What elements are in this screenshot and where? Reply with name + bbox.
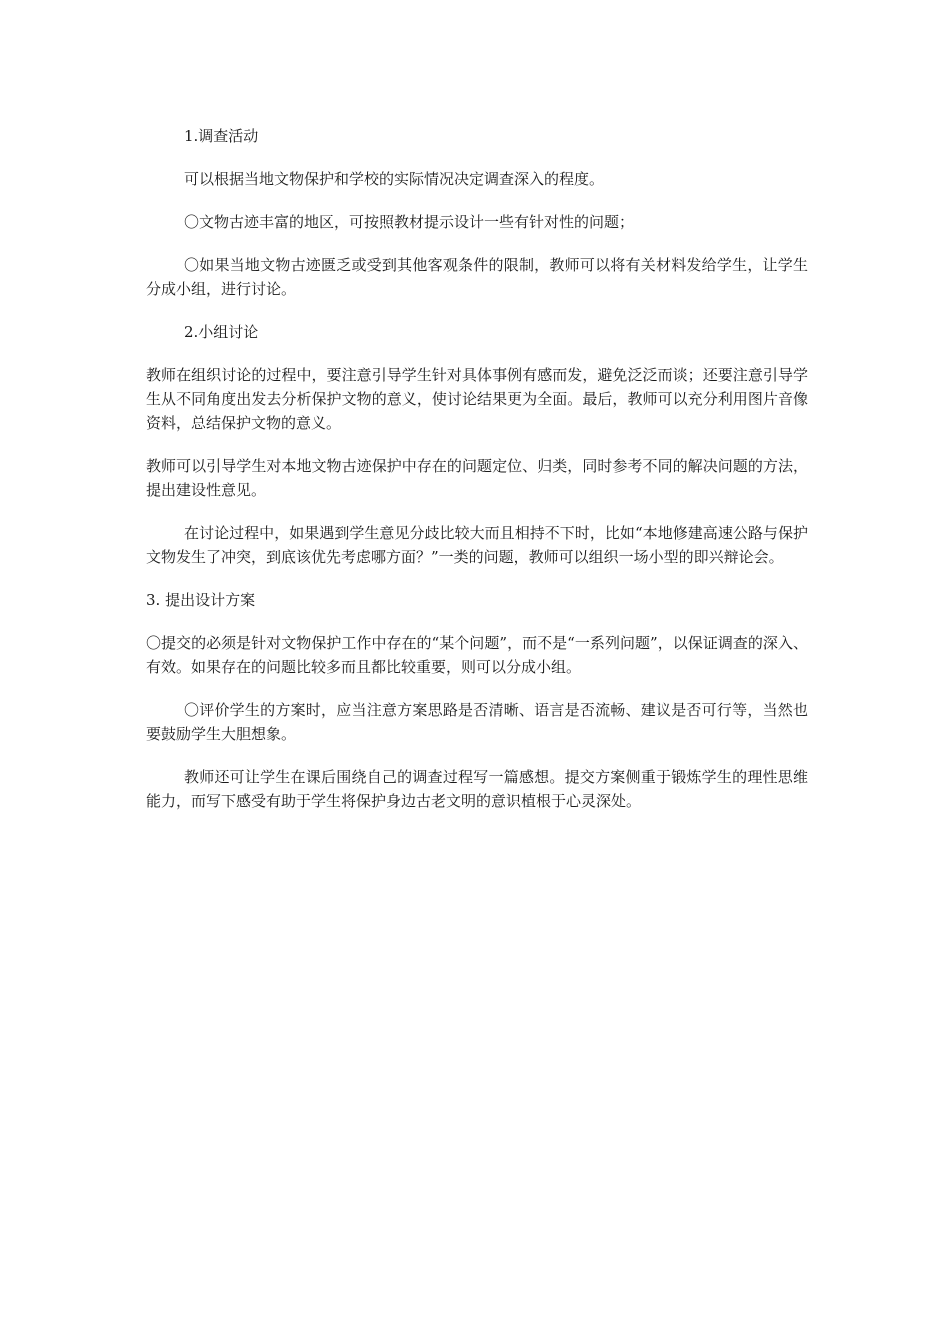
paragraph-submission-requirement: 〇提交的必须是针对文物保护工作中存在的“某个问题”，而不是“一系列问题”，以保证调查的深入、有效。如果存在的问题比较多而且都比较重要，则可以分成小组。 xyxy=(146,634,808,676)
heading-survey-activity: 1.调查活动 xyxy=(184,127,259,145)
paragraph-discussion-guidance: 教师在组织讨论的过程中，要注意引导学生针对具体事例有感而发，避免泛泛而谈；还要注意引导学生从不同角度出发去分析保护文物的意义，使讨论结果更为全面。最后，教师可以充分利用图片音像资料，总结保护文物的意义。 xyxy=(146,366,808,432)
paragraph-debate: 在讨论过程中，如果遇到学生意见分歧比较大而且相持不下时，比如“本地修建高速公路与保护文物发生了冲突，到底该优先考虑哪方面？”一类的问题，教师可以组织一场小型的即兴辩论会。 xyxy=(146,524,808,566)
paragraph-evaluation: 〇评价学生的方案时，应当注意方案思路是否清晰、语言是否流畅、建议是否可行等，当然也要鼓励学生大胆想象。 xyxy=(146,701,808,743)
document-body xyxy=(146,124,808,832)
paragraph-survey-depth: 可以根据当地文物保护和学校的实际情况决定调查深入的程度。 xyxy=(184,170,605,188)
paragraph-problem-classification: 教师可以引导学生对本地文物古迹保护中存在的问题定位、归类，同时参考不同的解决问题的方法，提出建设性意见。 xyxy=(146,457,808,499)
heading-design-proposal: 3. 提出设计方案 xyxy=(146,591,256,609)
paragraph-scarce-relics: 〇如果当地文物古迹匮乏或受到其他客观条件的限制，教师可以将有关材料发给学生，让学生分成小组，进行讨论。 xyxy=(146,256,808,298)
heading-group-discussion: 2.小组讨论 xyxy=(184,323,259,341)
paragraph-reflection: 教师还可让学生在课后围绕自己的调查过程写一篇感想。提交方案侧重于锻炼学生的理性思维能力，而写下感受有助于学生将保护身边古老文明的意识植根于心灵深处。 xyxy=(146,768,808,810)
paragraph-rich-relics: 〇文物古迹丰富的地区，可按照教材提示设计一些有针对性的问题； xyxy=(184,213,635,231)
